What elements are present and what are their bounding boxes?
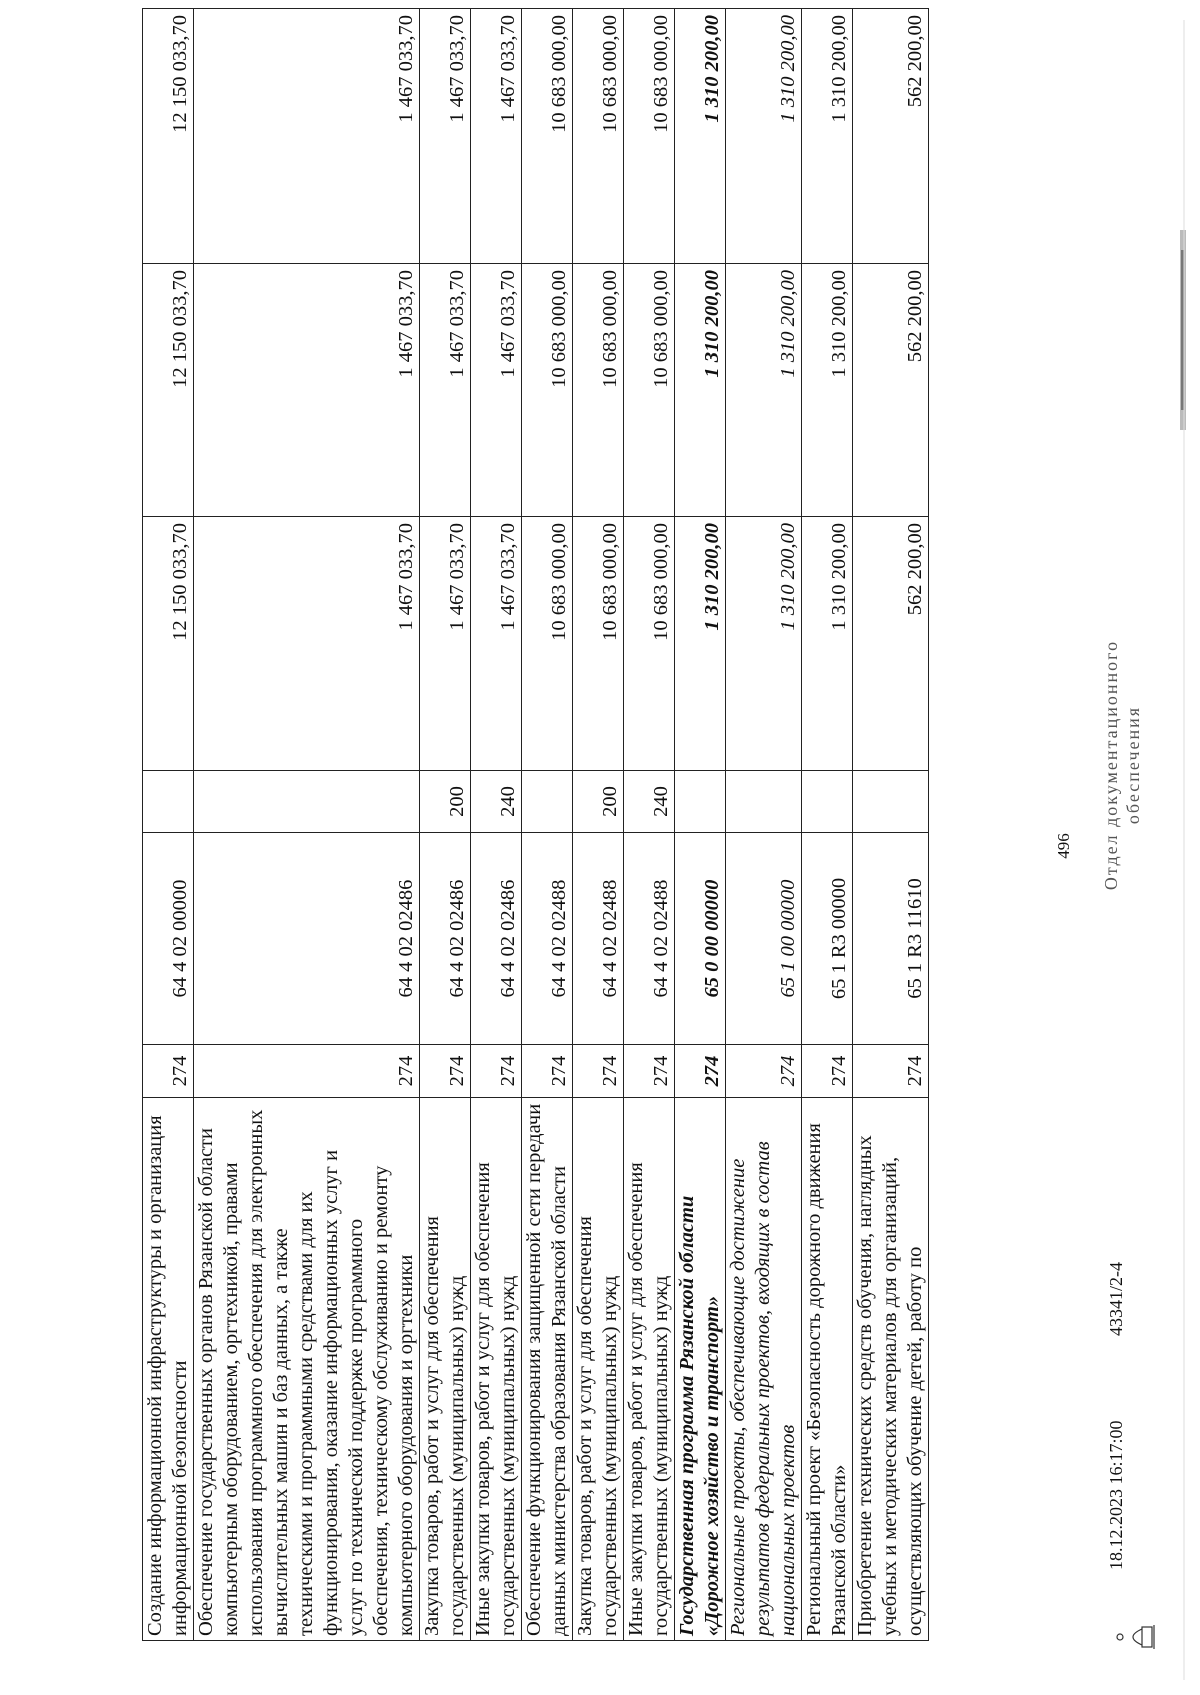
table-row [853,9,929,1641]
row-target-article: 64 4 02 02486 [471,833,522,1045]
row-amount-3: 12 150 033,70 [143,9,194,264]
scan-edge-marks [1172,0,1200,1695]
table-row [143,9,194,1641]
row-expense-type [194,771,420,833]
row-amount-1: 1 467 033,70 [194,517,420,771]
row-amount-1: 10 683 000,00 [624,517,675,771]
table-row [573,9,624,1641]
row-target-article: 65 1 R3 00000 [802,833,853,1045]
row-amount-1: 10 683 000,00 [522,517,573,771]
row-grbs-code: 274 [143,1045,194,1098]
row-grbs-code: 274 [194,1045,420,1098]
table-row [726,9,802,1641]
table-row [420,9,471,1641]
row-amount-2: 1 467 033,70 [420,264,471,517]
row-amount-1: 10 683 000,00 [573,517,624,771]
row-expense-type: 200 [573,771,624,833]
row-grbs-code: 274 [522,1045,573,1098]
row-expense-type [802,771,853,833]
row-amount-2: 1 310 200,00 [802,264,853,517]
row-grbs-code: 274 [420,1045,471,1098]
row-expense-type [675,771,726,833]
row-expense-type: 240 [624,771,675,833]
row-amount-2: 1 310 200,00 [726,264,802,517]
row-name: Закупка товаров, работ и услуг для обеспечения государственных (муниципальных) нужд [573,1098,624,1641]
row-amount-1: 562 200,00 [853,517,929,771]
table-row [624,9,675,1641]
row-name: Государственная программа Рязанской области «Дорожное хозяйство и транспорт» [675,1098,726,1641]
row-amount-3: 1 467 033,70 [471,9,522,264]
row-grbs-code: 274 [471,1045,522,1098]
row-amount-2: 12 150 033,70 [143,264,194,517]
stamp-line-1: Отдел документационного [1101,639,1121,891]
stamp-line-2: обеспечения [1123,705,1143,825]
row-amount-2: 1 310 200,00 [675,264,726,517]
row-target-article: 64 4 02 02488 [573,833,624,1045]
row-name: Обеспечение функционирования защищенной сети передачи данных министерства образования Рязанской области [522,1098,573,1641]
row-grbs-code: 274 [624,1045,675,1098]
row-amount-2: 10 683 000,00 [522,264,573,517]
page-number: 496 [1054,833,1073,859]
table-row [802,9,853,1641]
row-name: Приобретение технических средств обучения, наглядных учебных и методических материалов для организаций, осуществляющих обучение детей, работу по [853,1098,929,1641]
row-amount-3: 1 467 033,70 [420,9,471,264]
table-row [471,9,522,1641]
row-grbs-code: 274 [726,1045,802,1098]
row-expense-type [726,771,802,833]
row-amount-1: 1 310 200,00 [726,517,802,771]
row-target-article: 64 4 02 02488 [624,833,675,1045]
row-name: Обеспечение государственных органов Рязанской области компьютерным оборудованием, оргтехникой, правами использования программного обеспечения для электронных вычислительных машин и баз данных, а также техническими и программными средствами для их функционирования, оказание информационных услуг и услуг по технической поддержке программного обеспечения, техническому обслуживанию и ремонту компьютерного оборудования и оргтехники [194,1098,420,1641]
row-target-article: 64 4 02 02486 [420,833,471,1045]
row-target-article: 64 4 02 02486 [194,833,420,1045]
row-grbs-code: 274 [853,1045,929,1098]
footer-date: 18.12.2023 16:17:00 [1106,1420,1126,1570]
row-amount-3: 1 467 033,70 [194,9,420,264]
row-expense-type: 240 [471,771,522,833]
row-amount-2: 10 683 000,00 [573,264,624,517]
row-expense-type: 200 [420,771,471,833]
table-row [194,9,420,1641]
row-name: Региональные проекты, обеспечивающие достижение результатов федеральных проектов, входящих в состав национальных проектов [726,1098,802,1641]
row-target-article: 65 1 00 00000 [726,833,802,1045]
row-amount-2: 562 200,00 [853,264,929,517]
row-amount-3: 10 683 000,00 [624,9,675,264]
row-target-article: 65 0 00 00000 [675,833,726,1045]
row-amount-3: 10 683 000,00 [573,9,624,264]
row-name: Иные закупки товаров, работ и услуг для обеспечения государственных (муниципальных) нужд [624,1098,675,1641]
row-amount-2: 1 467 033,70 [471,264,522,517]
row-amount-2: 10 683 000,00 [624,264,675,517]
table-body [143,9,929,1641]
row-amount-3: 1 310 200,00 [726,9,802,264]
row-target-article: 65 1 R3 11610 [853,833,929,1045]
row-amount-1: 1 467 033,70 [471,517,522,771]
row-amount-3: 10 683 000,00 [522,9,573,264]
row-amount-1: 1 310 200,00 [802,517,853,771]
row-amount-3: 562 200,00 [853,9,929,264]
coat-of-arms-emblem-icon [1112,1619,1156,1655]
row-grbs-code: 274 [675,1045,726,1098]
row-name: Иные закупки товаров, работ и услуг для обеспечения государственных (муниципальных) нужд [471,1098,522,1641]
table-row [675,9,726,1641]
row-target-article: 64 4 02 02488 [522,833,573,1045]
row-amount-1: 12 150 033,70 [143,517,194,771]
row-expense-type [143,771,194,833]
row-grbs-code: 274 [573,1045,624,1098]
row-amount-2: 1 467 033,70 [194,264,420,517]
row-amount-1: 1 467 033,70 [420,517,471,771]
table-row [522,9,573,1641]
row-name: Создание информационной инфраструктуры и организация информационной безопасности [143,1098,194,1641]
row-target-article: 64 4 02 00000 [143,833,194,1045]
row-name: Закупка товаров, работ и услуг для обеспечения государственных (муниципальных) нужд [420,1098,471,1641]
row-expense-type [853,771,929,833]
department-stamp [1100,595,1144,935]
row-grbs-code: 274 [802,1045,853,1098]
budget-table [142,8,929,1641]
row-amount-3: 1 310 200,00 [802,9,853,264]
row-name: Региональный проект «Безопасность дорожного движения Рязанской области» [802,1098,853,1641]
row-amount-1: 1 310 200,00 [675,517,726,771]
footer-doc-code: 43341/2-4 [1106,1261,1126,1336]
row-amount-3: 1 310 200,00 [675,9,726,264]
row-expense-type [522,771,573,833]
